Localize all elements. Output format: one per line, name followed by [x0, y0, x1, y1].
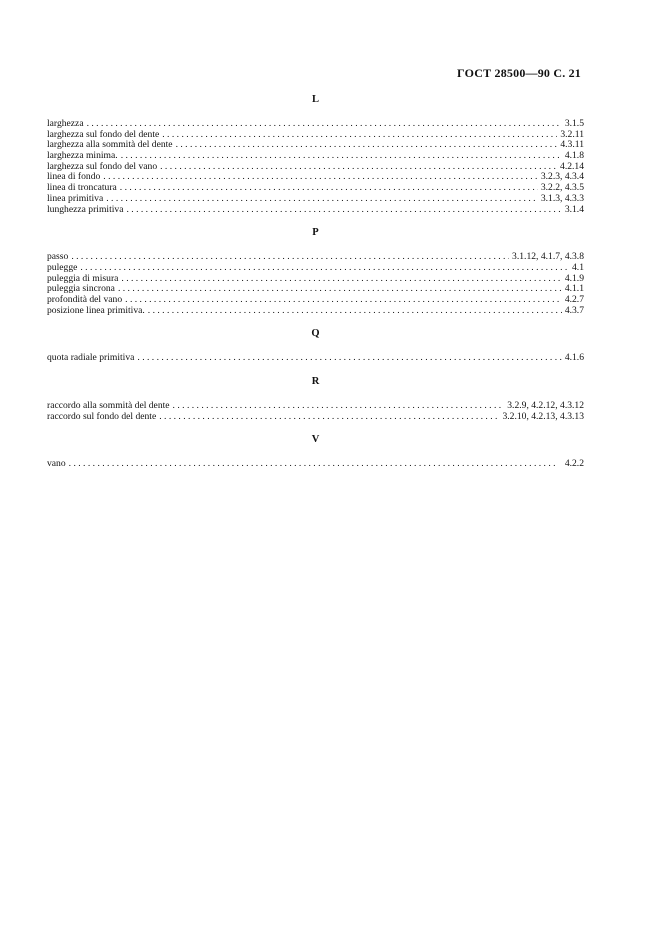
entry-reference: 3.2.9, 4.2.12, 4.3.12 [507, 400, 584, 411]
entry-term: larghezza [47, 118, 84, 129]
entry-reference: 3.1.3, 4.3.3 [540, 192, 584, 204]
dot-leader [120, 183, 538, 194]
entry-reference: 4.2.7 [564, 293, 584, 305]
entry-term: larghezza minima. [47, 150, 118, 162]
entry-reference: 4.1 [572, 261, 584, 273]
dot-leader [125, 295, 562, 306]
entry-term: linea di fondo [47, 171, 101, 183]
index-entry [47, 284, 584, 295]
index-section-p [47, 226, 584, 316]
dot-leader [121, 274, 561, 285]
section-letter: V [311, 434, 320, 446]
index-entry [47, 183, 584, 194]
entry-reference: 3.2.3, 4.3.4 [540, 171, 584, 183]
dot-leader [160, 162, 557, 173]
dot-leader [87, 119, 562, 130]
dot-leader [71, 252, 509, 263]
entry-term: puleggia sincrona [47, 283, 115, 295]
entry-list [47, 252, 584, 316]
index-entry [47, 140, 584, 151]
dot-leader [176, 140, 558, 151]
dot-leader [121, 151, 562, 162]
index-section-v [47, 433, 584, 470]
entry-reference: 4.2.14 [560, 160, 584, 172]
index-entry [47, 412, 584, 423]
index-entry [47, 459, 584, 470]
dot-leader [69, 459, 562, 470]
index-section-q [47, 327, 584, 364]
entry-reference: 4.2.2 [564, 458, 584, 470]
entry-term: quota radiale primitiva [47, 352, 135, 364]
entry-list [47, 119, 584, 215]
alphabetical-index [47, 93, 584, 481]
index-entry [47, 353, 584, 364]
entry-term: lunghezza primitiva [47, 203, 124, 215]
entry-term: larghezza alla sommità del dente [47, 139, 173, 151]
index-entry [47, 162, 584, 173]
dot-leader [106, 194, 538, 205]
index-entry [47, 119, 584, 130]
dot-leader [137, 353, 561, 364]
entry-reference: 3.2.10, 4.2.13, 4.3.13 [502, 410, 584, 422]
entry-reference: 3.1.4 [564, 203, 584, 215]
entry-reference: 4.1.1 [564, 283, 584, 295]
entry-reference: 4.3.11 [560, 139, 584, 151]
entry-reference: 3.2.11 [560, 128, 584, 140]
section-letter: R [311, 376, 320, 387]
index-entry [47, 295, 584, 306]
entry-reference: 4.1.9 [564, 272, 584, 284]
entry-term: linea primitiva [47, 192, 104, 204]
dot-leader [118, 284, 562, 295]
index-entry [47, 194, 584, 205]
dot-leader [103, 172, 538, 183]
index-entry [47, 205, 584, 216]
entry-reference: 4.1.8 [564, 150, 584, 162]
entry-term: puleggia di misura [47, 272, 119, 284]
section-letter: L [311, 94, 319, 105]
index-entry [47, 151, 584, 162]
index-entry [47, 172, 584, 183]
entry-reference: 4.3.7 [564, 304, 584, 316]
index-entry [47, 252, 584, 263]
entry-term: posizione linea primitiva. [47, 304, 145, 316]
entry-list [47, 353, 584, 364]
entry-reference: 3.1.5 [564, 118, 584, 129]
entry-list [47, 459, 584, 470]
entry-term: passo [47, 251, 69, 263]
entry-reference: 3.1.12, 4.1.7, 4.3.8 [512, 251, 584, 263]
dot-leader [126, 205, 561, 216]
dot-leader [173, 401, 505, 412]
dot-leader [148, 306, 562, 317]
index-entry [47, 306, 584, 317]
dot-leader [162, 130, 557, 141]
entry-term: pulegge [47, 261, 78, 273]
entry-term: raccordo alla sommità del dente [47, 400, 170, 411]
page-header: ГОСТ 28500—90 С. 21 [457, 66, 581, 80]
entry-term: linea di troncatura [47, 182, 117, 194]
dot-leader [159, 412, 499, 423]
entry-list [47, 401, 584, 422]
section-letter: Q [311, 328, 320, 340]
section-letter: P [312, 227, 319, 239]
entry-term: larghezza sul fondo del vano [47, 160, 158, 172]
index-section-r [47, 375, 584, 422]
dot-leader [80, 263, 569, 274]
index-entry [47, 263, 584, 274]
entry-term: larghezza sul fondo del dente [47, 128, 160, 140]
index-section-l [47, 93, 584, 215]
entry-term: profondità del vano [47, 293, 123, 305]
entry-reference: 4.1.6 [564, 352, 584, 364]
entry-reference: 3.2.2, 4.3.5 [540, 182, 584, 194]
index-entry [47, 274, 584, 285]
entry-term: vano [47, 458, 66, 470]
entry-term: raccordo sul fondo del dente [47, 410, 157, 422]
